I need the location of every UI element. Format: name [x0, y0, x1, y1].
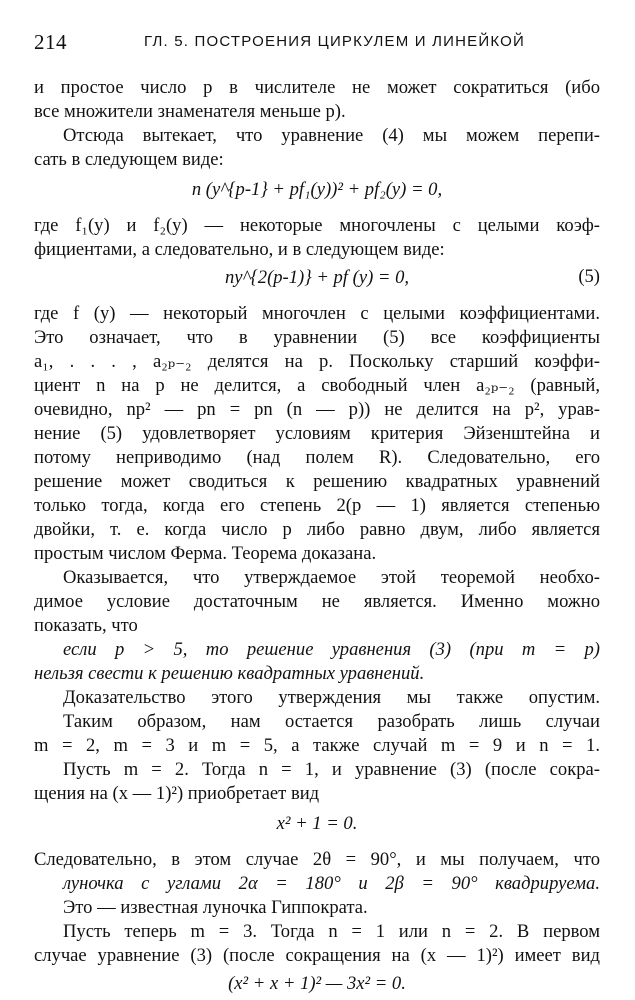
text-line: где f₁(y) и f₂(y) — некоторые многочлены с целыми коэф-	[34, 215, 600, 236]
text-line: Оказывается, что утверждаемое этой теоремой необхо-	[63, 567, 600, 588]
page-header	[34, 30, 601, 56]
text-line: a₁, . . . , a₂ₚ₋₂ делятся на p. Поскольку старший коэффи-	[34, 351, 600, 372]
equation: x² + 1 = 0.	[276, 813, 358, 834]
text-line: димое условие достаточным не является. Именно можно	[34, 591, 600, 612]
text-line: нение (5) удовлетворяет условиям критерия Эйзенштейна и	[34, 423, 600, 444]
text-line: показать, что	[34, 615, 138, 636]
text-line: m = 2, m = 3 и m = 5, а также случай m = 9 и n = 1.	[34, 735, 600, 756]
text-line: очевидно, np² — pn = pn (n — p)) не делится на p², урав-	[34, 399, 600, 420]
text-line: только тогда, когда его степень 2(p — 1) является степенью	[34, 495, 600, 516]
text-line: все множители знаменателя меньше p).	[34, 101, 346, 122]
text-line: и простое число p в числителе не может сократиться (ибо	[34, 77, 600, 98]
text-line: где f (y) — некоторый многочлен с целыми коэффициентами.	[34, 303, 600, 324]
text-line: простым числом Ферма. Теорема доказана.	[34, 543, 377, 564]
italic-statement: если p > 5, то решение уравнения (3) (при m = p)	[63, 639, 600, 660]
text-line: щения на (x — 1)²) приобретает вид	[34, 783, 320, 804]
text-line: случае уравнение (3) (после сокращения на (x — 1)²) имеет вид	[34, 945, 600, 966]
equation: n (y^{p-1} + pf₁(y))² + pf₂(y) = 0,	[191, 179, 443, 200]
text-line: Это — известная луночка Гиппократа.	[63, 897, 368, 918]
text-line: фициентами, а следовательно, и в следующем виде:	[34, 239, 445, 260]
text-line: Следовательно, в этом случае 2θ = 90°, и мы получаем, что	[34, 849, 600, 870]
italic-statement: нельзя свести к решению квадратных уравнений.	[34, 663, 425, 684]
text-line: двойки, т. е. когда число p либо равно двум, либо является	[34, 519, 600, 540]
text-line: решение может сводиться к решению квадратных уравнений	[34, 471, 600, 492]
text-line: Это означает, что в уравнении (5) все коэффициенты	[34, 327, 600, 348]
text-line: Доказательство этого утверждения мы также опустим.	[63, 687, 600, 708]
text-line: Отсюда вытекает, что уравнение (4) мы можем перепи-	[63, 125, 600, 146]
running-title: ГЛ. 5. ПОСТРОЕНИЯ ЦИРКУЛЕМ И ЛИНЕЙКОЙ	[144, 33, 525, 50]
text-line: сать в следующем виде:	[34, 149, 224, 170]
text-line: Пусть теперь m = 3. Тогда n = 1 или n = 2. В первом	[63, 921, 600, 942]
text-line: Таким образом, нам остается разобрать лишь случаи	[63, 711, 600, 732]
equation: ny^{2(p-1)} + pf (y) = 0,	[224, 267, 410, 288]
italic-statement: луночка с углами 2α = 180° и 2β = 90° квадрируема.	[63, 873, 600, 894]
text-line: Пусть m = 2. Тогда n = 1, и уравнение (3) (после сокра-	[63, 759, 600, 780]
text-line: циент n на p не делится, а свободный член a₂ₚ₋₂ (равный,	[34, 375, 600, 396]
page-number: 214	[34, 30, 67, 54]
equation: (x² + x + 1)² — 3x² = 0.	[228, 973, 406, 994]
equation-number: (5)	[578, 266, 600, 287]
text-line: потому неприводимо (над полем R). Следовательно, его	[34, 447, 600, 468]
